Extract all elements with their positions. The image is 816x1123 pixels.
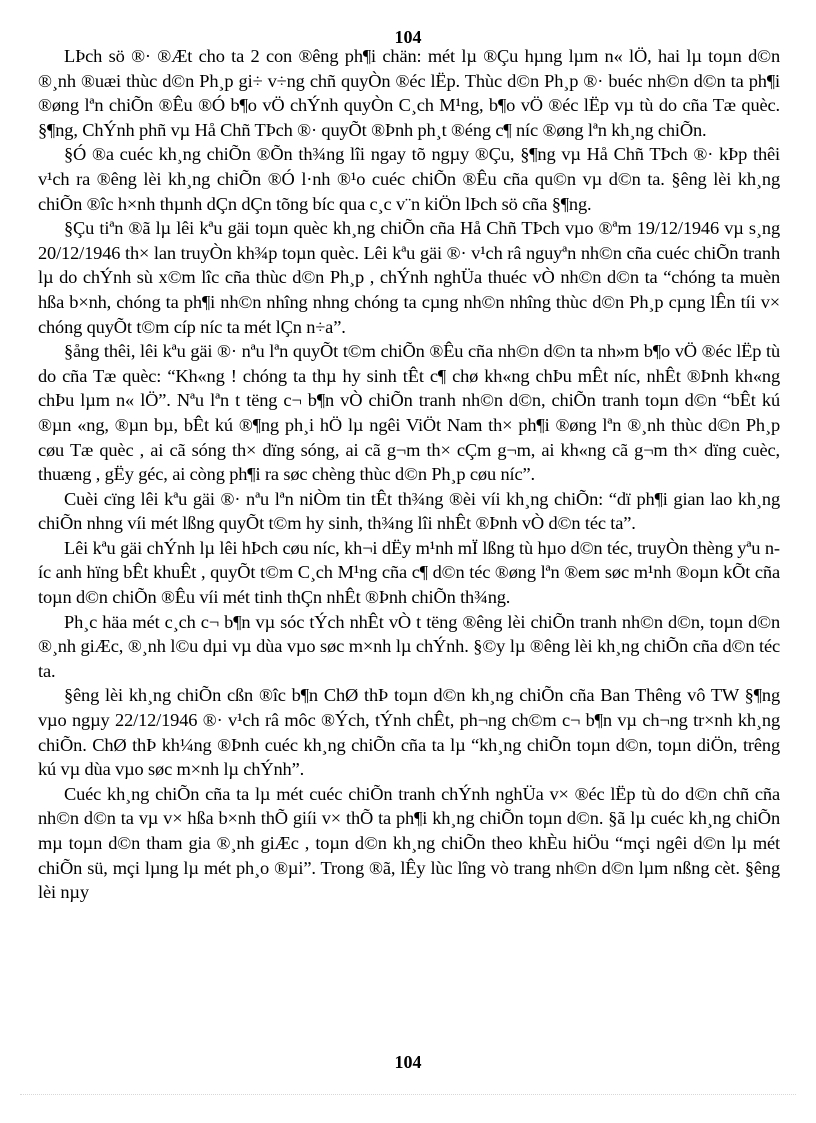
body-text [38, 44, 780, 905]
paragraph-9: Cuéc kh¸ng chiÕn cña ta lµ mét cuéc chiÕn tranh chÝnh nghÜa v× ®éc lËp tù do d©n chñ cña nh©n d©n ta vµ v× hßa b×nh thÕ giíi v× thÕ ta ph¶i kh¸ng chiÕn toµn d©n. §ã lµ cuéc kh¸ng chiÕn mµ toµn d©n tham gia ®¸nh giÆc , toµn d©n kh¸ng chiÕn theo khÈu hiÖu “mçi ngêi d©n lµ mét chiÕn sü, mçi lµng lµ mét ph¸o ®µi”. Trong ®ã, lÊy lùc lîng vò trang nh©n d©n lµm nßng cèt. §êng lèi nµy [38, 783, 780, 903]
footer-divider [20, 1094, 796, 1095]
page-number-bottom: 104 [394, 1052, 422, 1072]
paragraph-8: §êng lèi kh¸ng chiÕn cßn ®îc b¶n ChØ thÞ toµn d©n kh¸ng chiÕn cña Ban Thêng vô TW §¶ng vµo ngµy 22/12/1946 ®· v¹ch râ môc ®Ých, tÝnh chÊt, ph¬ng ch©m c¬ b¶n vµ ch¬ng tr×nh kh¸ng chiÕn. ChØ thÞ kh¼ng ®Þnh cuéc kh¸ng chiÕn cña ta lµ “kh¸ng chiÕn toµn d©n, toµn diÖn, trêng kú vµ dùa vµo søc m×nh lµ chÝnh”. [38, 685, 780, 780]
paragraph-5: Cuèi cïng lêi kªu gäi ®· nªu lªn niÒm tin tÊt th¾ng ®èi víi kh¸ng chiÕn: “dï ph¶i gian lao kh¸ng chiÕn nhng víi mét lßng quyÕt t©m hy sinh, th¾ng lîi nhÊt ®Þnh vÒ d©n téc ta”. [38, 488, 780, 534]
paragraph-4: §ång thêi, lêi kªu gäi ®· nªu lªn quyÕt t©m chiÕn ®Êu cña nh©n d©n ta nh»m b¶o vÖ ®éc lËp tù do cña Tæ quèc: “Kh«ng ! chóng ta thµ hy sinh tÊt c¶ chø kh«ng chÞu mÊt níc, nhÊt ®Þnh kh«ng chÞu lµm n« lÖ”. Nªu lªn t tëng c¬ b¶n vÒ chiÕn tranh nh©n d©n, chiÕn tranh toµn d©n “bÊt kú ®µn «ng, ®µn bµ, bÊt kú ®¶ng ph¸i hÖ lµ ngêi ViÖt Nam th× ph¶i ®øng lªn ®¸nh thùc d©n Ph¸p cøu Tæ quèc , ai cã sóng th× dïng sóng, ai cã g¬m th× cÇm g¬m, ai kh«ng cã g¬m th× dïng cuèc, thuæng , gËy géc, ai còng ph¶i ra søc chèng thùc d©n Ph¸p cøu níc”. [38, 341, 780, 485]
paragraph-6: Lêi kªu gäi chÝnh lµ lêi hÞch cøu níc, kh¬i dËy m¹nh mÏ lßng tù hµo d©n téc, truyÒn thèng yªu níc anh hïng bÊt khuÊt , quyÕt t©m C¸ch M¹ng cña c¶ d©n téc ®øng lªn ®em søc m¹nh ®oµn kÕt cña toµn d©n chiÕn ®Êu víi mét tinh thÇn nhÊt ®Þnh chiÕn th¾ng. [38, 537, 780, 608]
paragraph-3: §Çu tiªn ®ã lµ lêi kªu gäi toµn quèc kh¸ng chiÕn cña Hå Chñ TÞch vµo ®ªm 19/12/1946 vµ s¸ng 20/12/1946 th× lan truyÒn kh¾p toµn quèc. Lêi kªu gäi ®· v¹ch râ nguyªn nh©n cña cuéc chiÕn tranh lµ do chÝnh sù x©m lîc cña thùc d©n Ph¸p , chÝnh nghÜa thuéc vÒ nh©n d©n ta “chóng ta muèn hßa b×nh, chóng ta ph¶i nh©n nhîng nhng chóng ta cµng nh©n nhîng thùc d©n Ph¸p cµng lÊn tíi v× chóng quyÕt t©m cíp níc ta mét lÇn n÷a”. [38, 218, 780, 337]
paragraph-1: LÞch sö ®· ®Æt cho ta 2 con ®êng ph¶i chän: mét lµ ®Çu hµng lµm n« lÖ, hai lµ toµn d©n ®¸nh ®uæi thùc d©n Ph¸p gi÷ v÷ng chñ quyÒn ®éc lËp. Thùc d©n Ph¸p ®· buéc nh©n d©n ta ph¶i ®øng lªn chiÕn ®Êu ®Ó b¶o vÖ chÝnh quyÒn C¸ch M¹ng, b¶o vÖ ®éc lËp vµ tù do cña Tæ quèc. §¶ng, ChÝnh phñ vµ Hå Chñ TÞch ®· quyÕt ®Þnh ph¸t ®éng c¶ níc ®øng lªn kh¸ng chiÕn. [38, 46, 780, 140]
paragraph-2: §Ó ®a cuéc kh¸ng chiÕn ®Õn th¾ng lîi ngay tõ ngµy ®Çu, §¶ng vµ Hå Chñ TÞch ®· kÞp thêi v¹ch ra ®êng lèi kh¸ng chiÕn ®Ó l·nh ®¹o cuéc chiÕn ®Êu cña qu©n vµ d©n ta. §êng lèi kh¸ng chiÕn ®îc h×nh thµnh dÇn dÇn tõng bíc qua c¸c v¨n kiÖn lÞch sö cña §¶ng. [38, 144, 780, 214]
page-number-top: 104 [394, 27, 422, 47]
paragraph-7: Ph¸c häa mét c¸ch c¬ b¶n vµ sóc tÝch nhÊt vÒ t tëng ®êng lèi chiÕn tranh nh©n d©n, toµn d©n ®¸nh giÆc, ®¸nh l©u dµi vµ dùa vµo søc m×nh lµ chÝnh. §©y lµ ®êng lèi kh¸ng chiÕn cña d©n téc ta. [38, 611, 780, 681]
